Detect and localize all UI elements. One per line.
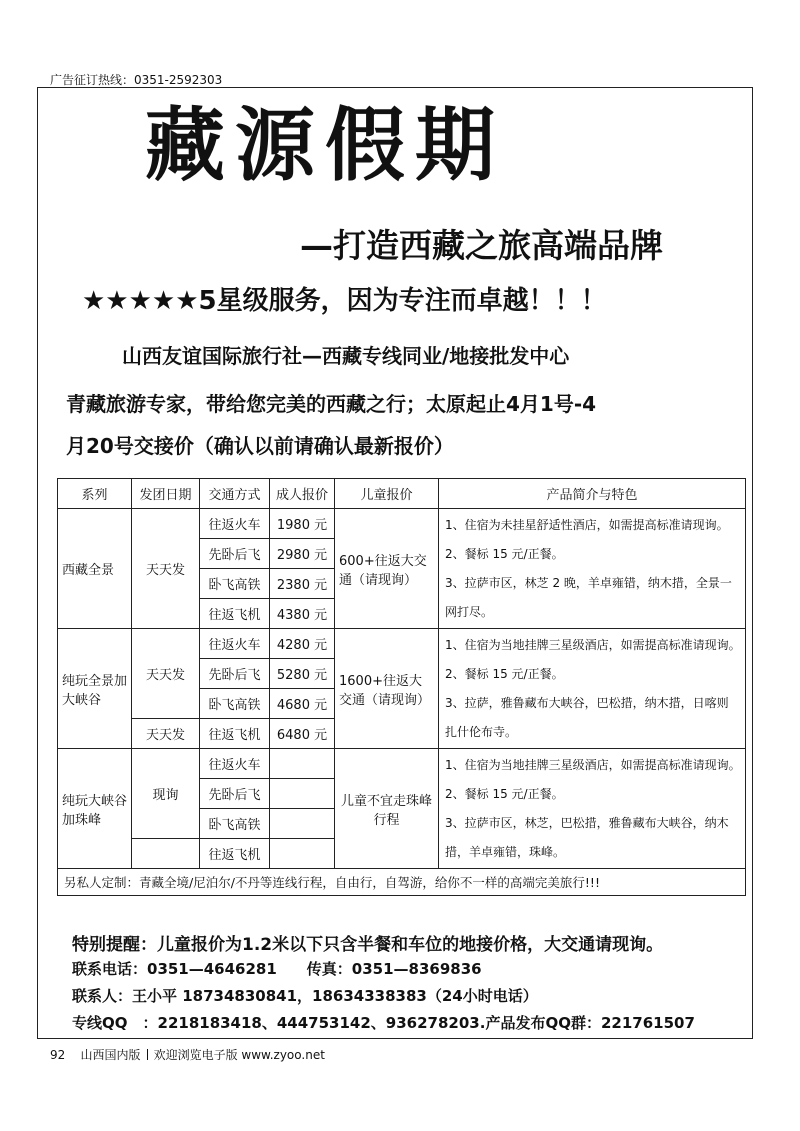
features-cell — [439, 629, 746, 749]
feature-line: 3、拉萨市区，林芝，巴松措，雅鲁藏布大峡谷，纳木 — [445, 815, 729, 830]
adult-price-cell: 4380 元 — [270, 599, 335, 629]
brand-title: 藏源假期 — [145, 99, 505, 192]
transport-cell: 往返飞机 — [200, 839, 270, 869]
adult-price-cell: 6480 元 — [270, 719, 335, 749]
feature-line: 1、住宿为当地挂牌三星级酒店，如需提高标准请现询。 — [445, 757, 741, 772]
features-cell — [439, 509, 746, 629]
feature-line: 措，羊卓雍错，珠峰。 — [445, 844, 566, 859]
adult-price-cell: 2980 元 — [270, 539, 335, 569]
adult-price-cell: 2380 元 — [270, 569, 335, 599]
feature-line: 网打尽。 — [445, 604, 494, 619]
series-cell: 西藏全景 — [58, 509, 132, 629]
date-cell: 天天发 — [132, 509, 200, 629]
transport-cell: 往返火车 — [200, 629, 270, 659]
feature-line: 2、餐标 15 元/正餐。 — [445, 666, 564, 681]
private-note: 另私人定制：青藏全境/尼泊尔/不丹等连线行程，自由行，自驾游，给你不一样的高端完美旅行!!! — [58, 869, 746, 896]
feature-line: 1、住宿为当地挂牌三星级酒店，如需提高标准请现询。 — [445, 637, 741, 652]
feature-line: 2、餐标 15 元/正餐。 — [445, 546, 564, 561]
phone-fax: 联系电话：0351—4646281 传真：0351—8369836 — [72, 960, 482, 978]
transport-cell: 往返飞机 — [200, 719, 270, 749]
contact-person: 联系人：王小平 18734830841，18634338383（24小时电话） — [72, 987, 538, 1005]
transport-cell: 往返火车 — [200, 509, 270, 539]
date-cell-empty — [132, 839, 200, 869]
feature-line: 3、拉萨市区，林芝 2 晚，羊卓雍错，纳木措，全景一 — [445, 575, 732, 590]
page-number: 92 — [50, 1048, 66, 1062]
date-cell: 现询 — [132, 749, 200, 839]
adult-price-cell — [270, 839, 335, 869]
adult-price-cell: 1980 元 — [270, 509, 335, 539]
table-row — [58, 629, 746, 659]
feature-line: 扎什伦布寺。 — [445, 724, 518, 739]
header-adult-price: 成人报价 — [270, 479, 335, 509]
edition-name: 山西国内版 — [80, 1048, 141, 1062]
transport-cell: 卧飞高铁 — [200, 689, 270, 719]
page-footer — [50, 1046, 325, 1063]
adult-price-cell — [270, 809, 335, 839]
table-row — [58, 749, 746, 779]
series-cell: 纯玩全景加大峡谷 — [58, 629, 132, 749]
child-price-cell: 儿童不宜走珠峰行程 — [335, 749, 439, 869]
child-price-cell: 1600+往返大交通（请现询） — [335, 629, 439, 749]
features-cell — [439, 749, 746, 869]
header-transport: 交通方式 — [200, 479, 270, 509]
adult-price-cell — [270, 749, 335, 779]
divider — [147, 1049, 148, 1060]
adult-price-cell — [270, 779, 335, 809]
series-cell: 纯玩大峡谷加珠峰 — [58, 749, 132, 869]
transport-cell: 先卧后飞 — [200, 659, 270, 689]
feature-line: 2、餐标 15 元/正餐。 — [445, 786, 564, 801]
transport-cell: 先卧后飞 — [200, 779, 270, 809]
date-cell: 天天发 — [132, 719, 200, 749]
adult-price-cell: 4280 元 — [270, 629, 335, 659]
feature-line: 1、住宿为未挂星舒适性酒店，如需提高标准请现询。 — [445, 517, 729, 532]
header-date: 发团日期 — [132, 479, 200, 509]
feature-line: 3、拉萨，雅鲁藏布大峡谷，巴松措，纳木措，日喀则 — [445, 695, 729, 710]
header-child-price: 儿童报价 — [335, 479, 439, 509]
intro-line-1: 青藏旅游专家，带给您完美的西藏之行；太原起止4月1号-4 — [66, 392, 597, 416]
private-note-row — [58, 869, 746, 896]
agency-name: 山西友谊国际旅行社—西藏专线同业/地接批发中心 — [122, 344, 570, 368]
adult-price-cell: 4680 元 — [270, 689, 335, 719]
intro-line-2: 月20号交接价（确认以前请确认最新报价） — [66, 434, 454, 458]
header-features: 产品简介与特色 — [439, 479, 746, 509]
brand-subtitle: —打造西藏之旅高端品牌 — [300, 226, 663, 265]
child-price-cell: 600+往返大交通（请现询） — [335, 509, 439, 629]
transport-cell: 往返飞机 — [200, 599, 270, 629]
special-reminder: 特别提醒：儿童报价为1.2米以下只含半餐和车位的地接价格，大交通请现询。 — [72, 935, 664, 955]
slogan: ★★★★★5星级服务，因为专注而卓越！！！ — [82, 286, 607, 316]
transport-cell: 先卧后飞 — [200, 539, 270, 569]
qq-numbers: 专线QQ ：2218183418、444753142、936278203.产品发布QQ群：221761507 — [72, 1014, 695, 1032]
transport-cell: 卧飞高铁 — [200, 569, 270, 599]
site-link[interactable]: 欢迎浏览电子版 www.zyoo.net — [153, 1048, 325, 1062]
adult-price-cell: 5280 元 — [270, 659, 335, 689]
ad-hotline: 广告征订热线：0351-2592303 — [50, 73, 223, 87]
table-row — [58, 509, 746, 539]
table-header-row — [58, 479, 746, 509]
transport-cell: 卧飞高铁 — [200, 809, 270, 839]
header-series: 系列 — [58, 479, 132, 509]
date-cell: 天天发 — [132, 629, 200, 719]
transport-cell: 往返火车 — [200, 749, 270, 779]
price-table — [57, 478, 746, 896]
